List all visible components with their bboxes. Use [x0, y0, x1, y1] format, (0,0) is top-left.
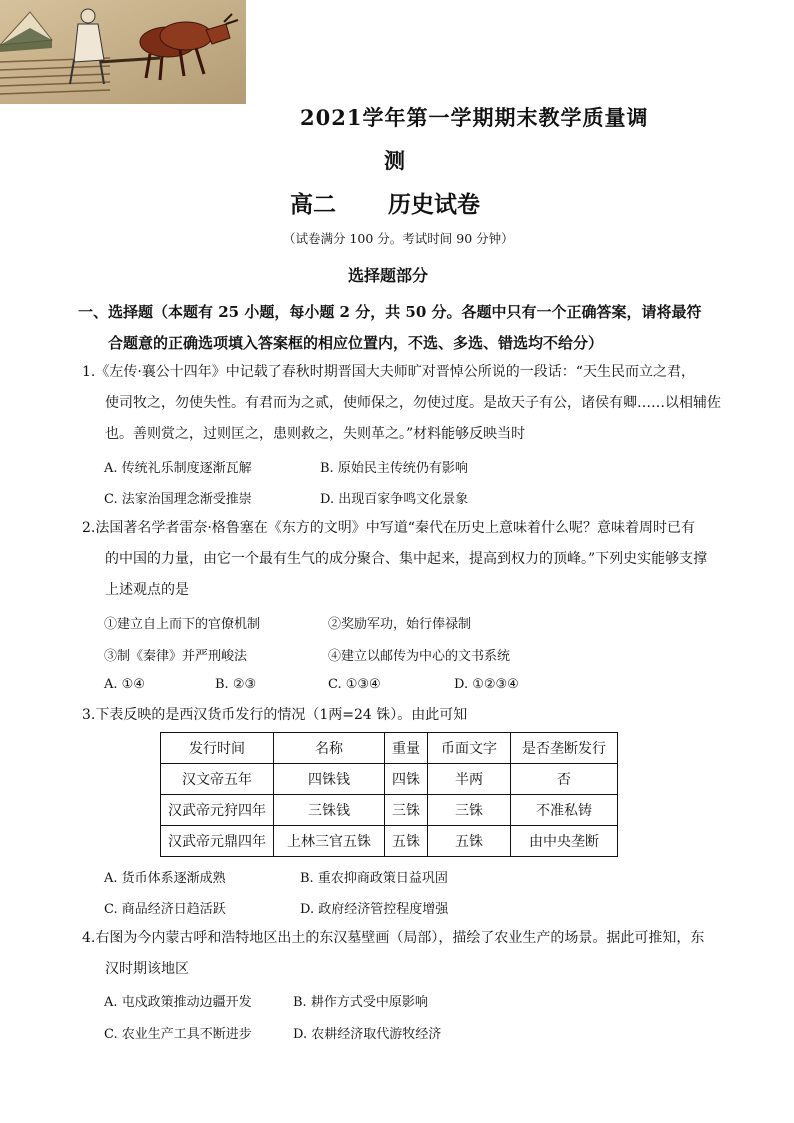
table-header-cell: 重量 — [385, 733, 428, 764]
question-stem: 使司牧之，勿使失性。有君而为之贰，使师保之，勿使过度。是故天子有公，诸侯有卿……以相辅佐 — [105, 395, 721, 411]
grade-subject — [290, 186, 480, 219]
subject-label: 历史试卷 — [388, 191, 480, 218]
table-cell: 三铢钱 — [274, 795, 385, 826]
question-stem: 汉时期该地区 — [105, 961, 189, 977]
table-header-cell: 名称 — [274, 733, 385, 764]
part-heading: 选择题部分 — [348, 266, 429, 285]
table-cell: 三铢 — [385, 795, 428, 826]
q2-option-d: D. ①②③④ — [454, 677, 519, 692]
table-row — [161, 826, 618, 857]
question-stem: 4.右图为今内蒙古呼和浩特地区出土的东汉墓壁画（局部），描绘了农业生产的场景。据此可推知，东 — [82, 930, 705, 946]
q3-option-a: A. 货币体系逐渐成熟 — [104, 871, 226, 886]
table-header-row — [161, 733, 618, 764]
q2-option-c: C. ①③④ — [328, 677, 381, 692]
q1-option-a: A. 传统礼乐制度逐渐瓦解 — [104, 461, 252, 476]
q4-option-d: D. 农耕经济取代游牧经济 — [293, 1027, 442, 1042]
question-4 — [82, 923, 722, 985]
table-cell: 半两 — [428, 764, 511, 795]
q2-option-a: A. ①④ — [104, 677, 145, 692]
coin-table — [160, 732, 618, 857]
table-row — [161, 795, 618, 826]
table-cell: 汉文帝五年 — [161, 764, 274, 795]
exam-title: 2021学年第一学期期末教学质量调 — [300, 105, 649, 130]
table-cell: 汉武帝元鼎四年 — [161, 826, 274, 857]
q2-statement-4: ④建立以邮传为中心的文书系统 — [328, 649, 511, 664]
question-stem: 也。善则赏之，过则匡之，患则救之，失则革之。”材料能够反映当时 — [105, 426, 526, 442]
question-stem: 3.下表反映的是西汉货币发行的情况（1两=24 铢）。由此可知 — [82, 707, 468, 723]
q3-option-d: D. 政府经济管控程度增强 — [300, 902, 449, 917]
mural-image — [0, 0, 246, 104]
grade-label: 高二 — [290, 191, 336, 218]
q2-statement-3: ③制《秦律》并严刑峻法 — [104, 649, 248, 664]
table-cell: 五铢 — [428, 826, 511, 857]
section-line: 合题意的正确选项填入答案框的相应位置内，不选、多选、错选均不给分） — [108, 334, 604, 352]
question-3 — [82, 700, 722, 731]
table-header-cell: 发行时间 — [161, 733, 274, 764]
question-1 — [82, 357, 722, 450]
table-cell: 不准私铸 — [511, 795, 618, 826]
table-cell: 汉武帝元狩四年 — [161, 795, 274, 826]
table-cell: 三铢 — [428, 795, 511, 826]
q3-option-b: B. 重农抑商政策日益巩固 — [300, 871, 448, 886]
q4-option-a: A. 屯戍政策推动边疆开发 — [104, 995, 252, 1010]
section-instructions — [78, 297, 728, 359]
exam-note: （试卷满分 100 分。考试时间 90 分钟） — [283, 231, 514, 246]
q2-statement-2: ②奖励军功，始行俸禄制 — [328, 617, 472, 632]
question-stem: 上述观点的是 — [105, 582, 189, 598]
exam-title-cont: 测 — [384, 148, 405, 173]
question-stem: 2.法国著名学者雷奈·格鲁塞在《东方的文明》中写道“秦代在历史上意味着什么呢？意味着周时已有 — [82, 520, 695, 536]
question-2 — [82, 513, 722, 606]
table-cell: 五铢 — [385, 826, 428, 857]
table-cell: 上林三官五铢 — [274, 826, 385, 857]
table-header-cell: 是否垄断发行 — [511, 733, 618, 764]
q4-option-b: B. 耕作方式受中原影响 — [293, 995, 428, 1010]
q4-option-c: C. 农业生产工具不断进步 — [104, 1027, 252, 1042]
q2-option-b: B. ②③ — [215, 677, 257, 692]
q3-option-c: C. 商品经济日趋活跃 — [104, 902, 226, 917]
table-cell: 否 — [511, 764, 618, 795]
question-stem: 的中国的力量，由它一个最有生气的成分聚合、集中起来，提高到权力的顶峰。”下列史实能够支撑 — [105, 551, 708, 567]
q2-statement-1: ①建立自上而下的官僚机制 — [104, 617, 261, 632]
table-header-cell: 币面文字 — [428, 733, 511, 764]
q1-option-c: C. 法家治国理念渐受推崇 — [104, 492, 252, 507]
q1-option-b: B. 原始民主传统仍有影响 — [320, 461, 468, 476]
question-stem: 1.《左传·襄公十四年》中记载了春秋时期晋国大夫师旷对晋悼公所说的一段话：“天生民而立之君， — [82, 364, 695, 380]
table-cell: 四铢 — [385, 764, 428, 795]
section-line: 一、选择题（本题有 25 小题，每小题 2 分，共 50 分。各题中只有一个正确答案，请将最符 — [78, 303, 702, 321]
table-row — [161, 764, 618, 795]
q1-option-d: D. 出现百家争鸣文化景象 — [320, 492, 469, 507]
table-cell: 由中央垄断 — [511, 826, 618, 857]
table-cell: 四铢钱 — [274, 764, 385, 795]
